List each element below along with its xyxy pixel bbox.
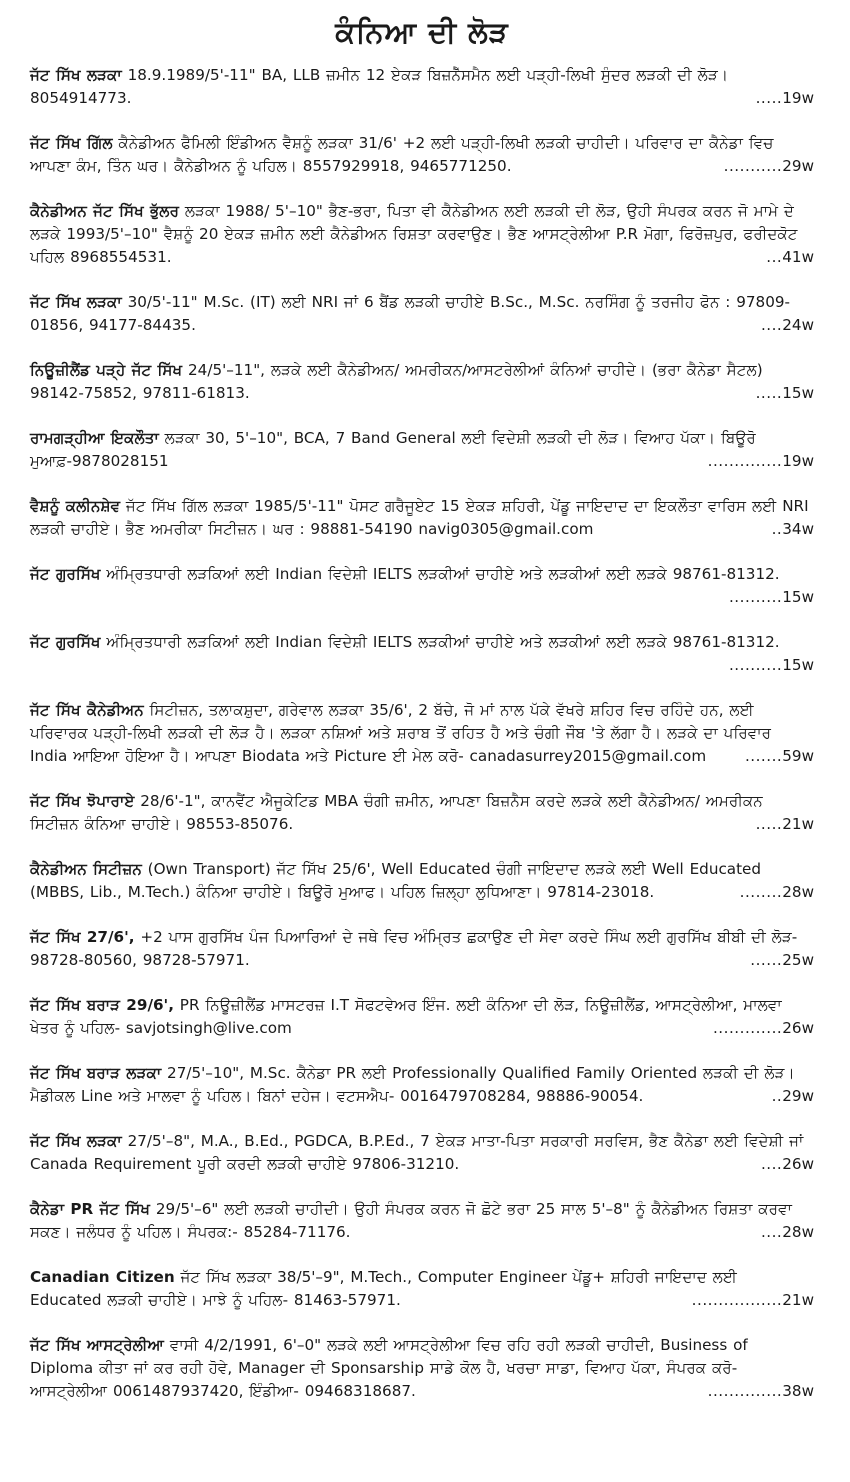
ad-code-leader: .... [760, 1223, 783, 1241]
ad-lead: ਜੱਟ ਸਿੱਖ ਲੜਕਾ [30, 1132, 122, 1150]
ad-lead: ਜੱਟ ਸਿੱਖ ਬਰਾੜ ਲੜਕਾ [30, 1064, 162, 1082]
ad-code-value: 28w [782, 883, 814, 901]
ad-code-leader: ................. [691, 1291, 783, 1309]
ad-code [756, 813, 814, 836]
classified-ad [30, 1198, 814, 1244]
ad-code [745, 745, 814, 768]
ad-code-value: 29w [782, 1087, 814, 1105]
ad-body: 27/5'–8", M.A., B.Ed., PGDCA, B.P.Ed., 7 ਏਕੜ ਮਾਤਾ-ਪਿਤਾ ਸਰਕਾਰੀ ਸਰਵਿਸ, ਭੈਣ ਕੈਨੇਡਾ ਲਈ ਵਿਦੇਸ਼ੀ ਜਾਂ Canada Requirement ਪੂਰੀ ਕਰਦੀ ਲੜਕੀ ਚਾਹੀਏ 97806-31210. [30, 1132, 804, 1173]
ad-code [756, 87, 814, 110]
ad-code-value: 26w [782, 1019, 814, 1037]
ad-body: ਅੰਮ੍ਰਿਤਧਾਰੀ ਲੜਕਿਆਂ ਲਈ Indian ਵਿਦੇਸ਼ੀ IELTS ਲੜਕੀਆਂ ਚਾਹੀਏ ਅਤੇ ਲੜਕੀਆਂ ਲਈ ਲੜਕੇ 98761-81312. [100, 565, 780, 583]
ad-body: 29/5'–6" ਲਈ ਲੜਕੀ ਚਾਹੀਦੀ। ਉਹੀ ਸੰਪਰਕ ਕਰਨ ਜੋ ਛੋਟੇ ਭਰਾ 25 ਸਾਲ 5'–8" ਨੂੰ ਕੈਨੇਡੀਅਨ ਰਿਸ਼ਤਾ ਕਰਵਾ ਸਕਣ। ਜਲੰਧਰ ਨੂੰ ਪਹਿਲ। ਸੰਪਰਕ:- 85284-71176. [30, 1200, 792, 1241]
ad-code-leader: ..... [755, 89, 783, 107]
ad-code [761, 1221, 814, 1244]
ad-body: 18.9.1989/5'-11" BA, LLB ਜ਼ਮੀਨ 12 ਏਕੜ ਬਿਜ਼ਨੈੱਸਮੈਨ ਲਈ ਪੜ੍ਹੀ-ਲਿਖੀ ਸੁੰਦਰ ਲੜਕੀ ਦੀ ਲੋੜ। 8054914773. [30, 66, 729, 107]
ad-body: 27/5'–10", M.Sc. ਕੈਨੇਡਾ PR ਲਈ Professionally Qualified Family Oriented ਲੜਕੀ ਦੀ ਲੋੜ। ਮੈਡੀਕਲ Line ਅਤੇ ਮਾਲਵਾ ਨੂੰ ਪਹਿਲ। ਬਿਨਾਂ ਦਹੇਜ। ਵਟਸਐਪ- 0016479708284, 98886-90054. [30, 1064, 795, 1105]
ad-code-value: 28w [782, 1223, 814, 1241]
ad-code-value: 29w [782, 157, 814, 175]
ad-code-value: 21w [782, 815, 814, 833]
ad-code-value: 15w [782, 588, 814, 606]
ad-body: ਸਿਟੀਜ਼ਨ, ਤਲਾਕਸ਼ੁਦਾ, ਗਰੇਵਾਲ ਲੜਕਾ 35/6', 2 ਬੱਚੇ, ਜੋ ਮਾਂ ਨਾਲ ਪੱਕੇ ਵੱਖਰੇ ਸ਼ਹਿਰ ਵਿਚ ਰਹਿੰਦੇ ਹਨ, ਲਈ ਪਰਿਵਾਰਕ ਪੜ੍ਹੀ-ਲਿਖੀ ਲੜਕੀ ਦੀ ਲੋੜ ਹੈ। ਲੜਕਾ ਨਸ਼ਿਆਂ ਅਤੇ ਸ਼ਰਾਬ ਤੋਂ ਰਹਿਤ ਹੈ ਅਤੇ ਚੰਗੀ ਜੌਬ 'ਤੇ ਲੱਗਾ ਹੈ। ਲੜਕੇ ਦਾ ਪਰਿਵਾਰ India ਆਇਆ ਹੋਇਆ ਹੈ। ਆਪਣਾ Biodata ਅਤੇ Picture ਈ ਮੇਲ ਕਰੋ- canadasurrey2015@gmail.com [30, 701, 772, 765]
ad-lead: Canadian Citizen [30, 1268, 175, 1286]
page-title: ਕੰਨਿਆ ਦੀ ਲੋੜ [335, 15, 509, 49]
ad-code [692, 1289, 814, 1312]
ad-code [740, 881, 814, 904]
classified-ad [30, 699, 814, 768]
ad-body: ਜੱਟ ਸਿੱਖ ਲੜਕਾ 38/5'–9", M.Tech., Computer Engineer ਪੇਂਡੂ+ ਸ਼ਹਿਰੀ ਜਾਇਦਾਦ ਲਈ Educated ਲੜਕੀ ਚਾਹੀਏ। ਮਾਝੇ ਨੂੰ ਪਹਿਲ- 81463-57971. [30, 1268, 738, 1309]
classified-ad [30, 495, 814, 541]
ad-code-leader: ............. [712, 1019, 783, 1037]
ad-code-leader: ........ [739, 883, 783, 901]
ad-code-value: 34w [782, 520, 814, 538]
ad-body: 30/5'-11" M.Sc. (IT) ਲਈ NRI ਜਾਂ 6 ਬੈਂਡ ਲੜਕੀ ਚਾਹੀਏ B.Sc., M.Sc. ਨਰਸਿੰਗ ਨੂੰ ਤਰਜੀਹ ਫੋਨ : 97809-01856, 94177-84435. [30, 293, 791, 334]
ad-code-leader: ...... [750, 951, 783, 969]
ad-code [729, 654, 814, 677]
ad-lead: ਜੱਟ ਗੁਰਸਿੱਖ [30, 565, 101, 583]
ad-code-leader: ... [766, 248, 783, 266]
classified-ad [30, 563, 814, 609]
ad-code [766, 246, 814, 269]
ad-body: 28/6'-1", ਕਾਨਵੈਂਟ ਐਜੂਕੇਟਿਡ MBA ਚੰਗੀ ਜ਼ਮੀਨ, ਆਪਣਾ ਬਿਜ਼ਨੈਸ ਕਰਦੇ ਲੜਕੇ ਲਈ ਕੈਨੇਡੀਅਨ/ ਅਮਰੀਕਨ ਸਿਟੀਜ਼ਨ ਕੰਨਿਆ ਚਾਹੀਏ। 98553-85076. [30, 792, 763, 833]
ad-lead: ਜੱਟ ਸਿੱਖ 27/6', [30, 928, 135, 946]
ad-body: ਵਾਸੀ 4/2/1991, 6'–0" ਲੜਕੇ ਲਈ ਆਸਟ੍ਰੇਲੀਆ ਵਿਚ ਰਹਿ ਰਹੀ ਲੜਕੀ ਚਾਹੀਦੀ, Business of Diploma ਕੀਤਾ ਜਾਂ ਕਰ ਰਹੀ ਹੋਵੇ, Manager ਦੀ Sponsarship ਸਾਡੇ ਕੋਲ ਹੈ, ਖਰਚਾ ਸਾਡਾ, ਵਿਆਹ ਪੱਕਾ, ਸੰਪਰਕ ਕਰੋ- ਆਸਟ੍ਰੇਲੀਆ 0061487937420, ਇੰਡੀਆ- 09468318687. [30, 1336, 748, 1400]
ad-lead: ਰਾਮਗੜ੍ਹੀਆ ਇਕਲੌਤਾ [30, 429, 159, 447]
ad-body: ਕੈਨੇਡੀਅਨ ਫੈਮਿਲੀ ਇੰਡੀਅਨ ਵੈਸ਼ਨੂੰ ਲੜਕਾ 31/6' +2 ਲਈ ਪੜ੍ਹੀ-ਲਿਖੀ ਲੜਕੀ ਚਾਹੀਦੀ। ਪਰਿਵਾਰ ਦਾ ਕੈਨੇਡਾ ਵਿਚ ਆਪਣਾ ਕੰਮ, ਤਿੰਨ ਘਰ। ਕੈਨੇਡੀਅਨ ਨੂੰ ਪਹਿਲ। 8557929918, 9465771250. [30, 134, 774, 175]
ad-lead: ਜੱਟ ਸਿੱਖ ਲੜਕਾ [30, 66, 122, 84]
ad-lead: ਜੱਟ ਸਿੱਖ ਝੋਪਾਰਾਏ [30, 792, 135, 810]
ad-lead: ਜੱਟ ਸਿੱਖ ਆਸਟ੍ਰੇਲੀਆ [30, 1336, 165, 1354]
ad-code [708, 1380, 814, 1403]
ad-code [713, 1017, 814, 1040]
ad-body: ਅੰਮ੍ਰਿਤਧਾਰੀ ਲੜਕਿਆਂ ਲਈ Indian ਵਿਦੇਸ਼ੀ IELTS ਲੜਕੀਆਂ ਚਾਹੀਏ ਅਤੇ ਲੜਕੀਆਂ ਲਈ ਲੜਕੇ 98761-81312. [100, 633, 780, 651]
ad-body: PR ਨਿਊਜ਼ੀਲੈਂਡ ਮਾਸਟਰਜ਼ I.T ਸੋਫਟਵੇਅਰ ਇੰਜ. ਲਈ ਕੰਨਿਆ ਦੀ ਲੋੜ, ਨਿਊਜ਼ੀਲੈਂਡ, ਆਸਟ੍ਰੇਲੀਆ, ਮਾਲਵਾ ਖੇਤਰ ਨੂੰ ਪਹਿਲ- savjotsingh@live.com [30, 996, 782, 1037]
ad-lead: ਕੈਨੇਡੀਅਨ ਜੱਟ ਸਿੱਖ ਭੁੱਲਰ [30, 202, 179, 220]
ad-code [772, 1085, 814, 1108]
classified-ad [30, 427, 814, 473]
ads-list [30, 64, 814, 1403]
classified-ad [30, 858, 814, 904]
ad-body: ਲੜਕਾ 30, 5'–10", BCA, 7 Band General ਲਈ ਵਿਦੇਸ਼ੀ ਲੜਕੀ ਦੀ ਲੋੜ। ਵਿਆਹ ਪੱਕਾ। ਬਿਊਰੋ ਮੁਆਫ਼-9878028151 [30, 429, 756, 470]
ad-code [761, 1153, 814, 1176]
ad-code-leader: ........... [723, 157, 783, 175]
ad-code [761, 314, 814, 337]
ad-code-value: 19w [782, 89, 814, 107]
classified-ad [30, 291, 814, 337]
ad-code-value: 25w [782, 951, 814, 969]
classified-ad [30, 631, 814, 677]
ad-lead: ਜੱਟ ਸਿੱਖ ਲੜਕਾ [30, 293, 122, 311]
ad-code-value: 26w [782, 1155, 814, 1173]
ad-code [756, 382, 814, 405]
classified-ad [30, 132, 814, 178]
ad-code [724, 155, 814, 178]
ad-lead: ਕੈਨੇਡੀਅਨ ਸਿਟੀਜ਼ਨ [30, 860, 142, 878]
classified-ad [30, 1062, 814, 1108]
ad-code-leader: .............. [707, 1382, 783, 1400]
ad-code-leader: .......... [728, 588, 783, 606]
ad-code [708, 450, 814, 473]
ad-code [750, 949, 814, 972]
ad-body: ਲੜਕਾ 1988/ 5'–10" ਭੈਣ-ਭਰਾ, ਪਿਤਾ ਵੀ ਕੈਨੇਡੀਅਨ ਲਈ ਲੜਕੀ ਦੀ ਲੋੜ, ਉਹੀ ਸੰਪਰਕ ਕਰਨ ਜੋ ਮਾਮੇ ਦੇ ਲੜਕੇ 1993/5'–10" ਵੈਸ਼ਨੂੰ 20 ਏਕੜ ਜ਼ਮੀਨ ਲਈ ਕੈਨੇਡੀਅਨ ਰਿਸ਼ਤਾ ਕਰਵਾਉਣ। ਭੈਣ ਆਸਟ੍ਰੇਲੀਆ P.R ਮੋਗਾ, ਫਿਰੋਜ਼ਪੁਰ, ਫਰੀਦਕੋਟ ਪਹਿਲ 8968554531. [30, 202, 798, 266]
ad-code-value: 15w [782, 384, 814, 402]
classified-ad [30, 359, 814, 405]
ad-lead: ਜੱਟ ਗੁਰਸਿੱਖ [30, 633, 101, 651]
ad-body: 24/5'–11", ਲੜਕੇ ਲਈ ਕੈਨੇਡੀਅਨ/ ਅਮਰੀਕਨ/ਆਸਟਰੇਲੀਆਂ ਕੰਨਿਆਂ ਚਾਹੀਦੇ। (ਭਰਾ ਕੈਨੇਡਾ ਸੈਟਲ) 98142-75852, 97811-61813. [30, 361, 763, 402]
classified-ad [30, 1266, 814, 1312]
classified-ad [30, 790, 814, 836]
ad-code [772, 518, 814, 541]
ad-lead: ਵੈਸ਼ਨੂੰ ਕਲੀਨਸ਼ੇਵ [30, 497, 121, 515]
classified-ad [30, 1130, 814, 1176]
ad-code-leader: ..... [755, 384, 783, 402]
ad-code-leader: ....... [744, 747, 783, 765]
classified-ad [30, 926, 814, 972]
ad-lead: ਜੱਟ ਸਿੱਖ ਬਰਾੜ 29/6', [30, 996, 174, 1014]
classified-ad [30, 994, 814, 1040]
ad-code-value: 19w [782, 452, 814, 470]
ad-code-leader: .. [771, 520, 783, 538]
classified-ad [30, 200, 814, 269]
classified-ad [30, 1334, 814, 1403]
ad-body: ਜੱਟ ਸਿੱਖ ਗਿੱਲ ਲੜਕਾ 1985/5'-11" ਪੋਸਟ ਗਰੈਜੂਏਟ 15 ਏਕੜ ਸ਼ਹਿਰੀ, ਪੇਂਡੂ ਜਾਇਦਾਦ ਦਾ ਇਕਲੌਤਾ ਵਾਰਿਸ ਲਈ NRI ਲੜਕੀ ਚਾਹੀਏ। ਭੈਣ ਅਮਰੀਕਾ ਸਿਟੀਜ਼ਨ। ਘਰ : 98881-54190 navig0305@gmail.com [30, 497, 809, 538]
ad-code-leader: .... [760, 1155, 783, 1173]
ad-code-leader: .............. [707, 452, 783, 470]
ad-code-value: 15w [782, 656, 814, 674]
ad-code-value: 38w [782, 1382, 814, 1400]
ad-body: +2 ਪਾਸ ਗੁਰਸਿੱਖ ਪੰਜ ਪਿਆਰਿਆਂ ਦੇ ਜਥੇ ਵਿਚ ਅੰਮ੍ਰਿਤ ਛਕਾਉਣ ਦੀ ਸੇਵਾ ਕਰਦੇ ਸਿੰਘ ਲਈ ਗੁਰਸਿੱਖ ਬੀਬੀ ਦੀ ਲੋੜ- 98728-80560, 98728-57971. [30, 928, 798, 969]
ad-code-leader: .......... [728, 656, 783, 674]
classified-ad [30, 64, 814, 110]
ad-code-leader: .... [760, 316, 783, 334]
ad-code-value: 59w [782, 747, 814, 765]
ad-code-leader: .. [771, 1087, 783, 1105]
ad-code-value: 41w [782, 248, 814, 266]
ad-code-leader: ..... [755, 815, 783, 833]
ad-code-value: 24w [782, 316, 814, 334]
ad-code [729, 586, 814, 609]
ad-body: (Own Transport) ਜੱਟ ਸਿੱਖ 25/6', Well Educated ਚੰਗੀ ਜਾਇਦਾਦ ਲੜਕੇ ਲਈ Well Educated (MBBS, Lib., M.Tech.) ਕੰਨਿਆ ਚਾਹੀਏ। ਬਿਊਰੋ ਮੁਆਫ। ਪਹਿਲ ਜ਼ਿਲ੍ਹਾ ਲੁਧਿਆਣਾ। 97814-23018. [30, 860, 762, 901]
ad-code-value: 21w [782, 1291, 814, 1309]
ad-lead: ਜੱਟ ਸਿੱਖ ਕੈਨੇਡੀਅਨ [30, 701, 144, 719]
ad-lead: ਕੈਨੇਡਾ PR ਜੱਟ ਸਿੱਖ [30, 1200, 151, 1218]
ad-lead: ਜੱਟ ਸਿੱਖ ਗਿੱਲ [30, 134, 113, 152]
ad-lead: ਨਿਊਜ਼ੀਲੈਂਡ ਪੜ੍ਹੇ ਜੱਟ ਸਿੱਖ [30, 361, 183, 379]
